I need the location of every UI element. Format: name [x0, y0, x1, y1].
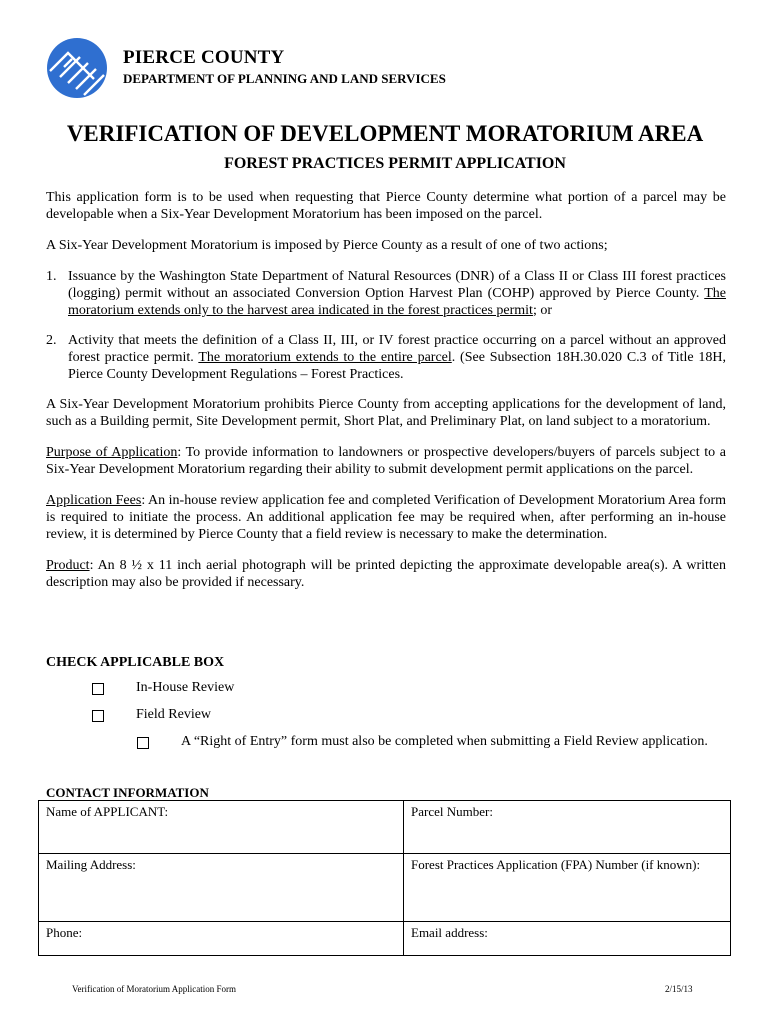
action-number: 2.: [46, 333, 57, 348]
field-review-checkbox[interactable]: [92, 710, 104, 722]
parcel-number-field[interactable]: Parcel Number:: [404, 801, 731, 854]
pierce-county-logo: [46, 37, 108, 99]
document-subtitle: FOREST PRACTICES PERMIT APPLICATION: [224, 155, 566, 172]
action-text-after: . (See Subsection 18H.30.020 C.3 of Title 18H, Pierce County Development Regulations – Forest Practices.: [68, 350, 727, 382]
contact-table: [38, 800, 731, 956]
action-item: [46, 268, 726, 319]
purpose-text: : To provide information to landowners or prospective developers/buyers of parcels subject to a Six-Year Development Moratorium regarding their ability to submit development permit applications on the parcel.: [46, 445, 726, 477]
action-text-after: ; or: [532, 303, 553, 318]
fees-paragraph: [46, 492, 726, 543]
fees-text: : An in-house review application fee and completed Verification of Development Moratorium Area form is required to initiate the process. An additional application fee may be required when, after performing an in-house review, it is determined by Pierce County that a field review is necessary to make the determination.: [46, 493, 726, 542]
org-name: PIERCE COUNTY: [123, 47, 285, 68]
action-text: Issuance by the Washington State Department of Natural Resources (DNR) of a Class II or Class III forest practices (logging) permit without an associated Conversion Option Harvest Plan (COHP) approved by Pierce County.: [68, 269, 726, 301]
intro-paragraph: This application form is to be used when requesting that Pierce County determine what portion of a parcel may be developable when a Six-Year Development Moratorium has been imposed on the parcel.: [46, 190, 726, 222]
department-name: DEPARTMENT OF PLANNING AND LAND SERVICES: [123, 71, 446, 86]
document-title: VERIFICATION OF DEVELOPMENT MORATORIUM AREA: [66, 121, 704, 146]
footer-form-name: Verification of Moratorium Application Form: [72, 984, 236, 994]
in-house-review-label: In-House Review: [136, 680, 235, 695]
action-number: 1.: [46, 269, 57, 284]
action-item: [46, 332, 726, 383]
mailing-address-field[interactable]: Mailing Address:: [39, 854, 404, 922]
check-box-heading: CHECK APPLICABLE BOX: [46, 655, 225, 670]
actions-intro: A Six-Year Development Moratorium is imposed by Pierce County as a result of one of two actions;: [46, 238, 608, 253]
product-label: Product: [46, 558, 90, 573]
purpose-paragraph: [46, 444, 726, 478]
right-of-entry-label: A “Right of Entry” form must also be completed when submitting a Field Review application.: [181, 734, 708, 749]
email-field[interactable]: Email address:: [404, 922, 731, 956]
document-body: [46, 189, 726, 605]
phone-field[interactable]: Phone:: [39, 922, 404, 956]
fees-label: Application Fees: [46, 493, 142, 508]
prohibition-paragraph: A Six-Year Development Moratorium prohibits Pierce County from accepting applications for the development of land, such as a Building permit, Site Development permit, Short Plat, and Preliminary Plat, on land subject to a moratorium.: [46, 397, 726, 429]
action-text: Activity that meets the definition of a Class II, III, or IV forest practice occurring on a parcel without an approved forest practice permit.: [68, 333, 726, 365]
product-text: : An 8 ½ x 11 inch aerial photograph will be printed depicting the approximate developable area(s). A written description may also be provided if necessary.: [46, 558, 726, 590]
field-review-label: Field Review: [136, 707, 212, 722]
action-underlined: The moratorium extends to the entire parcel: [198, 350, 452, 365]
action-underlined: The moratorium extends only to the harvest area indicated in the forest practices permit: [68, 286, 726, 318]
fpa-number-field[interactable]: Forest Practices Application (FPA) Number (if known):: [404, 854, 731, 922]
contact-heading: CONTACT INFORMATION: [46, 785, 209, 800]
purpose-label: Purpose of Application: [46, 445, 178, 460]
actions-list: [46, 268, 726, 383]
right-of-entry-checkbox[interactable]: [137, 737, 149, 749]
applicant-name-field[interactable]: Name of APPLICANT:: [39, 801, 404, 854]
footer-date: 2/15/13: [665, 984, 693, 994]
in-house-review-checkbox[interactable]: [92, 683, 104, 695]
product-paragraph: [46, 557, 726, 591]
